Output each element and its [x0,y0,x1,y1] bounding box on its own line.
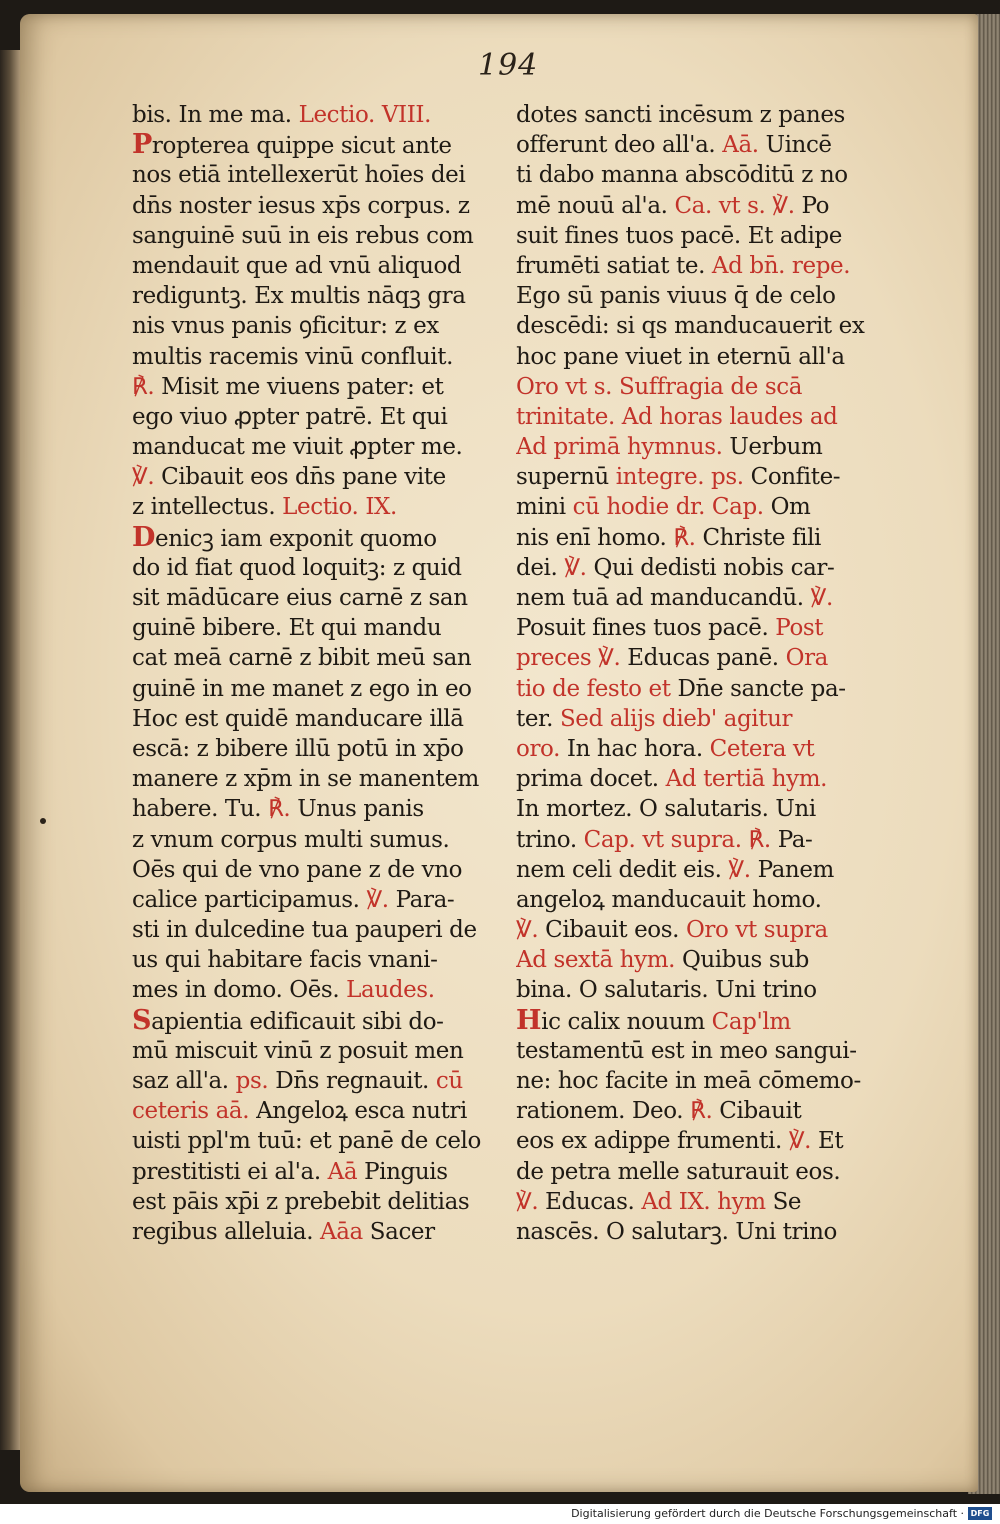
text-line [516,492,886,522]
text-line [132,160,502,190]
text-line [516,1066,886,1096]
rubric-text: ℣. [788,1128,818,1155]
body-text: Sacer [369,1218,435,1245]
text-line [516,915,886,945]
rubric-text: preces ℣. [516,645,628,672]
text-line [132,734,502,764]
rubric-text: ℣. [564,554,594,581]
rubric-text: Oro vt supra [685,917,828,944]
body-text: Posuit fines tuos pacē. [516,615,776,642]
body-text: z intellectus. [132,494,283,521]
body-text: de petra melle saturauit eos. [516,1158,841,1185]
rubric-text: ℣. [516,917,546,944]
text-line [132,251,502,281]
text-line [516,553,886,583]
body-text: Uerbum [729,434,823,461]
body-text: Cibauit eos. [545,917,686,944]
rubric-text: cū hodie dr. Cap. [572,494,771,521]
margin-mark [40,818,46,824]
text-line [516,281,886,311]
text-line [516,402,886,432]
text-line [132,704,502,734]
rubric-text: cū [435,1068,463,1094]
rubric-text: Cap. vt supra. ℟. [583,826,778,853]
body-text: uisti ppl'm tuū: et panē de celo [132,1128,481,1155]
text-line [132,855,502,885]
text-line [132,342,502,372]
text-line [132,462,502,492]
body-text: Om [770,494,811,521]
body-text: Pa- [777,826,813,853]
rubric-text: tio de festo et [516,675,678,702]
text-line [132,643,502,673]
rubric-text: Lectio. IX. [282,494,397,521]
text-line [132,523,502,553]
rubric-text: ℣. [132,464,162,491]
body-text: sit mādūcare eius carnē z san [132,585,468,611]
body-text: Pinguis [364,1158,448,1185]
rubric-text: ℣. [366,886,396,913]
body-text: descēdi: si qs manducauerit ex [516,313,865,340]
text-line [132,1187,502,1217]
text-line [516,462,886,492]
rubric-text: Ad sextā hym. [516,947,682,974]
text-line [516,160,886,190]
rubric-text: ℣. [516,1188,546,1215]
body-text: nis vnus panis ꝯficitur: z ex [132,313,439,340]
initial-capital: D [132,522,156,553]
body-text: Unus panis [297,796,424,823]
text-line [132,553,502,583]
text-line [516,1126,886,1156]
funding-credit: Digitalisierung gefördert durch die Deutsche Forschungsgemeinschaft · [571,1507,964,1520]
body-text: nem tuā ad manducandū. [516,585,811,611]
text-line [132,945,502,975]
text-line [132,613,502,643]
text-line [132,281,502,311]
body-text: ti dabo manna abscōditū z no [516,162,848,189]
body-text: regibus alleluia. [132,1218,321,1245]
text-line [516,945,886,975]
text-line [516,251,886,281]
text-line [516,100,886,130]
rubric-text: Ad primā hymnus. [516,434,730,461]
text-line [132,100,502,130]
rubric-text: Ad IX. hym [641,1188,773,1215]
rubric-text: ℟. [673,524,703,551]
rubric-text: Ad tertiā hym. [665,766,828,793]
rubric-text: ℣. [728,856,758,883]
body-text: In mortez. O salutaris. Uni [516,796,816,823]
body-text: manere z xp̄m in se manentem [132,766,479,793]
text-line [132,764,502,794]
body-text: do id fiat quod loquitꝫ: z quid [132,554,462,581]
text-line [516,221,886,251]
body-text: escā: z bibere illū potū in xp̄o [132,735,464,762]
body-text: offerunt deo all'a. [516,132,723,159]
text-line [516,613,886,643]
text-line [516,342,886,372]
body-text: mendauit que ad vnū aliquod [132,252,462,279]
text-line [516,734,886,764]
body-text: prestitisti ei al'a. [132,1158,328,1185]
body-text: frumēti satiat te. [516,252,712,279]
body-text: mū miscuit vinū z posuit men [132,1037,464,1064]
text-line [132,130,502,160]
rubric-text: trinitate. Ad horas laudes ad [516,403,838,430]
body-text: z vnum corpus multi sumus. [132,826,450,853]
body-text: mes in domo. Oēs. [132,977,347,1004]
body-text: Educas. [545,1188,642,1215]
text-line [516,885,886,915]
initial-capital: H [516,1005,542,1036]
body-text: Para- [395,886,455,913]
text-line [132,402,502,432]
rubric-text: Oro vt s. Suffragia de scā [516,373,803,400]
text-line [516,311,886,341]
body-text: nascēs. O salutarꝫ. Uni trino [516,1218,837,1245]
text-line [516,432,886,462]
body-text: dotes sancti incēsum z panes [516,102,845,128]
body-text: Confite- [750,464,841,491]
body-text: apientia edificauit sibi do- [151,1008,444,1035]
body-text: Ego sū panis viuus q̄ de celo [516,283,836,310]
text-line [132,1217,502,1247]
rubric-text: ps. [235,1068,276,1094]
initial-capital: S [132,1005,152,1036]
text-line [516,643,886,673]
body-text: manducat me viuit ꝓpter me. [132,434,463,461]
rubric-text: ceteris aā. [132,1098,257,1125]
text-column-left [132,100,502,1247]
body-text: dn̄s noster iesus xp̄s corpus. z [132,192,470,219]
body-text: ter. [516,705,560,732]
text-line [516,825,886,855]
text-line [516,794,886,824]
text-line [516,975,886,1005]
body-text: bina. O salutaris. Uni trino [516,977,817,1004]
body-text: enicꝫ iam exponit quomo [155,525,437,552]
rubric-text: ℣. [810,585,833,611]
rubric-text: Lectio. VIII. [298,102,432,128]
body-text: guinē in me manet z ego in eo [132,675,472,702]
text-line [516,130,886,160]
body-text: Cibauit eos dn̄s pane vite [161,464,446,491]
text-line [132,1126,502,1156]
text-line [132,1036,502,1066]
rubric-text: ℟. [690,1098,720,1125]
body-text: Uincē [765,132,832,159]
text-line [132,825,502,855]
rubric-text: ℟. [132,373,162,400]
body-text: Et [817,1128,844,1155]
text-line [132,1096,502,1126]
body-text: sanguinē suū in eis rebus com [132,222,474,249]
rubric-text: Cap'lm [711,1008,791,1035]
body-text: testamentū est in meo sangui- [516,1037,857,1064]
body-text: Cibauit [719,1098,802,1125]
text-line [132,191,502,221]
text-column-right [516,100,886,1247]
body-text: mē nouū al'a. [516,192,675,219]
body-text: nem celi dedit eis. [516,856,729,883]
text-line [132,372,502,402]
rubric-text: Laudes. [346,977,435,1004]
body-text: habere. Tu. [132,796,269,823]
body-text: Hoc est quidē manducare illā [132,705,464,732]
text-line [516,1217,886,1247]
body-text: angeloꝝ manducauit homo. [516,886,822,913]
body-text: saz all'a. [132,1068,236,1094]
text-line [132,915,502,945]
body-text: suit fines tuos pacē. Et adipe [516,222,842,249]
dfg-logo-icon: DFG [968,1507,992,1520]
text-line [516,1096,886,1126]
rubric-text: Ca. vt s. ℣. [674,192,802,219]
body-text: prima docet. [516,766,666,793]
body-text: guinē bibere. Et qui mandu [132,615,442,642]
rubric-text: Post [775,615,824,642]
body-text: bis. In me ma. [132,102,299,128]
text-line [132,1006,502,1036]
text-line [132,221,502,251]
rubric-text: Cetera vt [709,735,815,762]
body-text: Qui dedisti nobis car- [593,554,835,581]
text-line [516,583,886,613]
rubric-text: Ora [785,645,828,672]
text-line [516,1036,886,1066]
rubric-text: ℟. [268,796,298,823]
text-line [516,704,886,734]
body-text: In hac hora. [566,735,710,762]
rubric-text: Aā. [722,132,766,159]
initial-capital: P [132,130,152,161]
text-line [132,492,502,522]
body-text: Educas panē. [627,645,786,672]
folio-number: 194 [478,48,539,83]
text-line [516,855,886,885]
body-text: ego viuo ꝓpter patrē. Et qui [132,403,448,430]
body-text: cat meā carnē z bibit meū san [132,645,472,672]
body-text: Oēs qui de vno pane z de vno [132,856,463,883]
body-text: nis enī homo. [516,524,674,551]
text-line [516,1157,886,1187]
body-text: supernū [516,464,616,491]
body-text: Angeloꝝ esca nutri [256,1098,467,1125]
body-text: Quibus sub [681,947,809,974]
text-line [132,583,502,613]
text-line [516,191,886,221]
rubric-text: Aā [327,1158,365,1185]
text-line [132,1157,502,1187]
body-text: Misit me viuens pater: et [161,373,444,400]
text-line [516,764,886,794]
body-text: nos etiā intellexerūt hoīes dei [132,162,466,189]
rubric-text: Ad bn̄. repe. [711,252,851,279]
body-text: Panem [757,856,834,883]
body-text: rationem. Deo. [516,1098,691,1125]
body-text: Se [772,1188,802,1215]
body-text: calice participamus. [132,886,367,913]
body-text: ne: hoc facite in meā cōmemo- [516,1068,861,1094]
text-line [516,1006,886,1036]
text-line [132,794,502,824]
rubric-text: integre. ps. [615,464,751,491]
body-text: est pāis xp̄i z prebebit delitias [132,1188,470,1215]
body-text: mini [516,494,573,521]
body-text: multis racemis vinū confluit. [132,343,453,370]
text-line [132,432,502,462]
body-text: trino. [516,826,584,853]
text-line [516,1187,886,1217]
body-text: Christe fili [702,524,821,551]
text-line [132,885,502,915]
body-text: us qui habitare facis vnani- [132,947,438,974]
rubric-text: Sed alijs dieb' agitur [559,705,793,732]
rubric-text: Aāa [320,1218,370,1245]
footer-bar [0,1504,1000,1524]
body-text: rediguntꝫ. Ex multis nāqꝫ gra [132,283,466,310]
text-line [132,1066,502,1096]
text-line [132,975,502,1005]
body-text: dei. [516,554,565,581]
rubric-text: oro. [516,735,567,762]
text-line [516,674,886,704]
body-text: hoc pane viuet in eternū all'a [516,343,845,370]
text-line [516,372,886,402]
body-text: Dn̄e sancte pa- [677,675,846,702]
body-text: ic calix nouum [541,1008,712,1035]
body-text: ropterea quippe sicut ante [151,133,452,160]
text-line [132,674,502,704]
text-line [516,523,886,553]
body-text: Dn̄s regnauit. [275,1068,436,1094]
body-text: eos ex adippe frumenti. [516,1128,789,1155]
body-text: Po [801,192,830,219]
text-line [132,311,502,341]
body-text: sti in dulcedine tua pauperi de [132,917,477,944]
